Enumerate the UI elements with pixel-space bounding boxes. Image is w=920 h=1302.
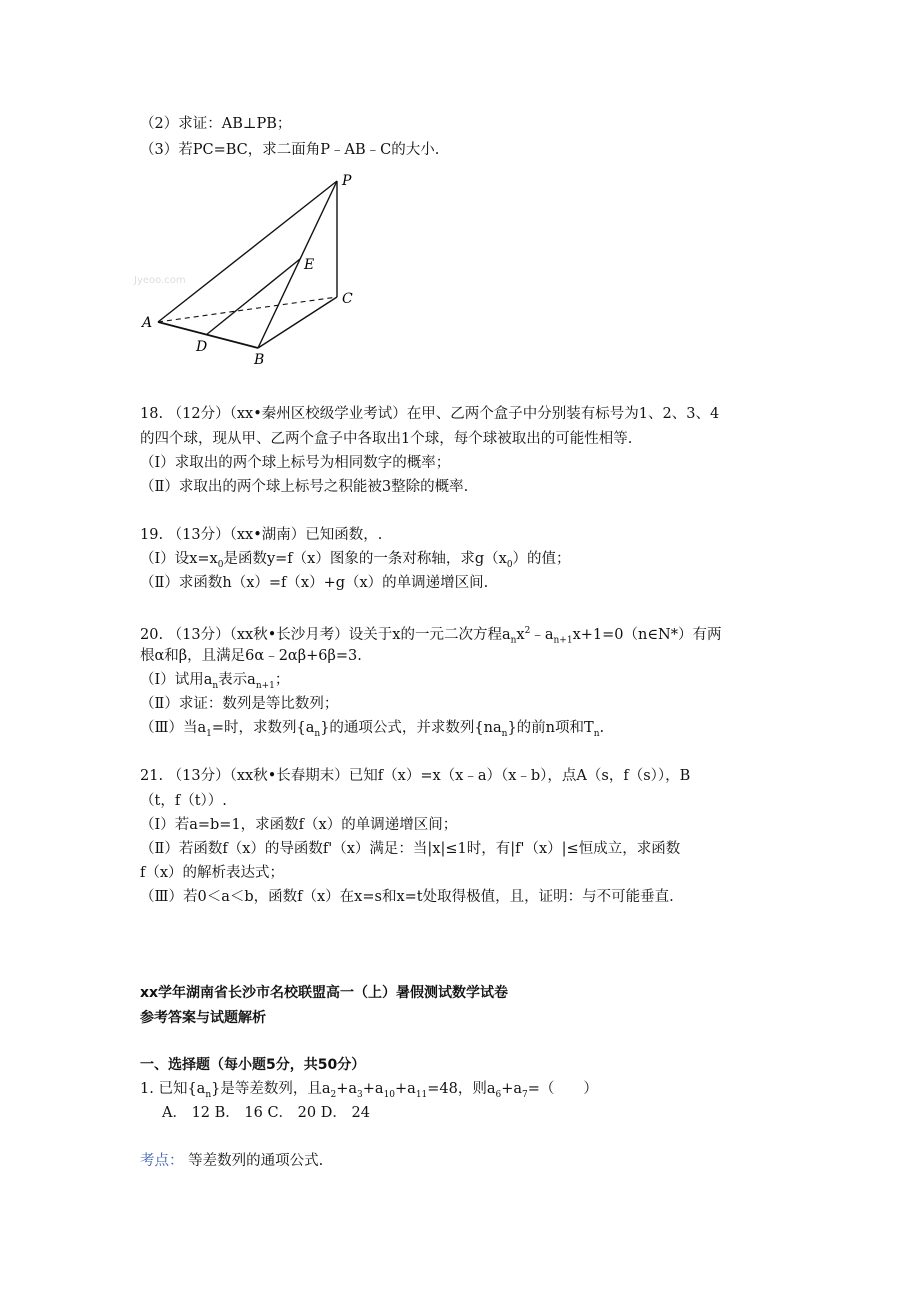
q20-part2: （Ⅱ）求证：数列是等比数列； (140, 696, 339, 712)
pyramid-figure (130, 165, 370, 375)
q17-part3: （3）若PC=BC，求二面角P﹣AB﹣C的大小. (140, 142, 440, 158)
q20-line2: 根α和β，且满足6α﹣2αβ+6β=3. (140, 648, 362, 664)
q18-part2: （Ⅱ）求取出的两个球上标号之积能被3整除的概率. (140, 479, 469, 495)
pyramid-svg (130, 165, 370, 375)
q20-part3: （Ⅲ）当$a_1=$时，求数列$\{a_n\}$的通项公式，并求数列$\{na_n\}$的前n项和$T_n$. (140, 720, 605, 739)
q18-line1: 18. （12分）（xx•秦州区校级学业考试）在甲、乙两个盒子中分别装有标号为1、2、3、4 (140, 406, 720, 422)
watermark: Jyeoo.com (134, 275, 186, 286)
q21-part3: （Ⅲ）若0＜a＜b，函数f（x）在x=s和x=t处取得极值，且，证明：与不可能垂直. (140, 889, 674, 905)
label-b: B (254, 352, 265, 368)
q18-part1: （Ⅰ）求取出的两个球上标号为相同数字的概率； (140, 455, 451, 471)
label-e: E (304, 257, 315, 273)
q21-part2-line1: （Ⅱ）若函数f（x）的导函数f'（x）满足：当|x|≤1时，有|f'（x）|≤恒成立，求函数 (140, 841, 681, 857)
kaodian (140, 1151, 323, 1171)
q19-line1: 19. （13分）（xx•湖南）已知函数，. (140, 527, 383, 543)
q20-part1: （Ⅰ）试用$a_n$表示$a_{n+1}$； (140, 672, 290, 691)
q21-part2-line2: f（x）的解析表达式； (140, 865, 285, 881)
label-d: D (196, 339, 208, 355)
q21-line2: （t，f（t））. (140, 793, 227, 809)
q19-part2: （Ⅱ）求函数h（x）=f（x）+g（x）的单调递增区间. (140, 575, 489, 591)
answer-subtitle: 参考答案与试题解析 (140, 1010, 266, 1026)
q18-line2: 的四个球，现从甲、乙两个盒子中各取出1个球，每个球被取出的可能性相等. (140, 431, 633, 447)
section-heading: 一、选择题（每小题5分，共50分） (140, 1057, 366, 1073)
q1-options: A． 12 B． 16 C． 20 D． 24 (162, 1105, 370, 1121)
q21-part1: （Ⅰ）若a=b=1，求函数f（x）的单调递增区间； (140, 817, 458, 833)
q1-stem: 1. 已知$\{a_n\}$是等差数列，且$a_2+a_3+a_{10}+a_{11}=48$，则$a_6+a_7=$（ ） (140, 1081, 598, 1100)
label-p: P (342, 173, 352, 189)
q17-part2: （2）求证：AB⊥PB； (140, 116, 292, 132)
label-c: C (342, 291, 353, 307)
kaodian-label: 考点： (140, 1153, 184, 1169)
kaodian-text: 等差数列的通项公式. (183, 1153, 324, 1169)
q21-line1: 21. （13分）（xx秋•长春期末）已知f（x）=x（x﹣a）（x﹣b），点A（s，f（s）），B (140, 768, 691, 784)
q20-line1: 20. （13分）（xx秋•长沙月考）设关于x的一元二次方程$a_nx^2﹣a_{n+1}x+1=0(n\in N*)$有两 (140, 626, 722, 646)
label-a: A (142, 315, 153, 331)
q19-part1: （Ⅰ）设$x=x_0$是函数y=f（x）图象的一条对称轴，求$g(x_0)$的值； (140, 551, 571, 570)
answer-title: xx学年湖南省长沙市名校联盟高一（上）暑假测试数学试卷 (140, 985, 509, 1001)
